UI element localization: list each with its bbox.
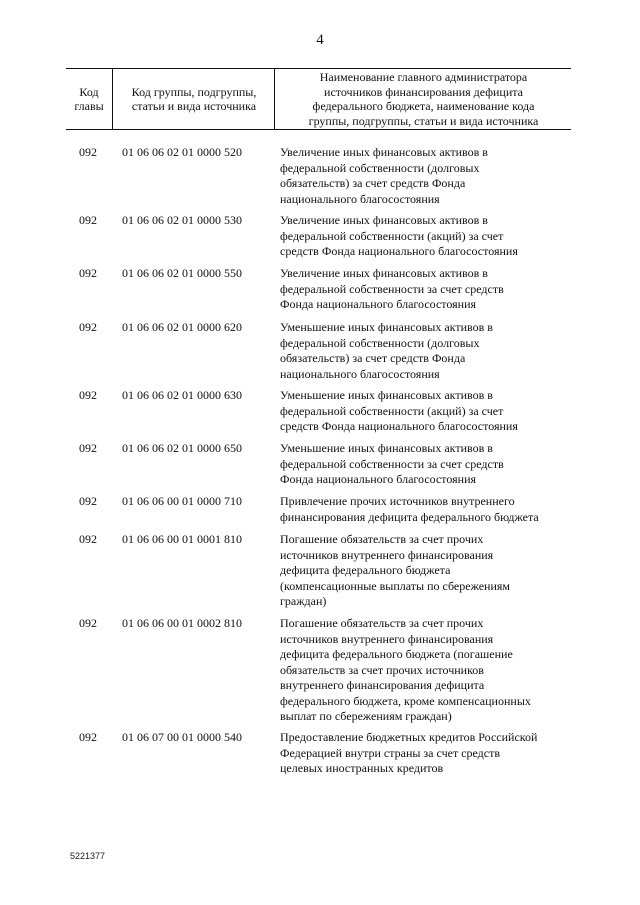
description-cell: Привлечение прочих источников внутреннего финансирования дефицита федерального бюджета (280, 494, 539, 524)
source-code-cell: 01 06 06 02 01 0000 520 (122, 145, 242, 159)
chapter-code-cell: 092 (79, 266, 97, 280)
table-header (66, 68, 571, 130)
document-id: 5221377 (70, 851, 106, 861)
page-number: 4 (316, 32, 324, 48)
source-code-cell: 01 06 06 02 01 0000 620 (122, 320, 242, 334)
chapter-code-cell: 092 (79, 532, 97, 546)
chapter-code-cell: 092 (79, 494, 97, 508)
header-group-code-line: статьи и вида источника (131, 99, 257, 113)
description-cell: Уменьшение иных финансовых активов в федеральной собственности (акций) за счет средств Фонда национального благосостояния (280, 388, 518, 433)
source-code-cell: 01 06 06 00 01 0002 810 (122, 616, 242, 630)
header-name-line: группы, подгруппы, статьи и вида источника (308, 113, 539, 128)
description-cell: Предоставление бюджетных кредитов Российской Федерацией внутри страны за счет средств целевых иностранных кредитов (280, 730, 538, 775)
source-code-cell: 01 06 06 00 01 0000 710 (122, 494, 242, 508)
header-group-code-line: Код группы, подгруппы, (131, 84, 257, 99)
chapter-code-cell: 092 (79, 320, 97, 334)
source-code-cell: 01 06 06 02 01 0000 630 (122, 388, 242, 402)
header-name-line: источников финансирования дефицита (324, 84, 523, 99)
header-name-line: федерального бюджета, наименование кода (312, 99, 535, 113)
header-chapter-code-line: Код (79, 84, 99, 99)
description-cell: Увеличение иных финансовых активов в федеральной собственности (акций) за счет средств Фонда национального благосостояния (280, 213, 518, 258)
description-cell: Уменьшение иных финансовых активов в федеральной собственности за счет средств Фонда национального благосостояния (280, 441, 504, 486)
description-cell: Погашение обязательств за счет прочих источников внутреннего финансирования дефицита федерального бюджета (погашение обязательств за счет прочих источников внутреннего финансирования дефицита федерального бюджета, кроме компенсационных выплат по сбережениям граждан) (280, 616, 531, 723)
source-code-cell: 01 06 06 00 01 0001 810 (122, 532, 242, 546)
chapter-code-cell: 092 (79, 730, 97, 744)
header-name-line: Наименование главного администратора (319, 70, 528, 84)
chapter-code-cell: 092 (79, 145, 97, 159)
source-code-cell: 01 06 06 02 01 0000 650 (122, 441, 242, 455)
source-code-cell: 01 06 06 02 01 0000 530 (122, 213, 242, 227)
source-code-cell: 01 06 07 00 01 0000 540 (122, 730, 242, 744)
description-cell: Увеличение иных финансовых активов в федеральной собственности за счет средств Фонда национального благосостояния (280, 266, 504, 311)
source-code-cell: 01 06 06 02 01 0000 550 (122, 266, 242, 280)
description-cell: Увеличение иных финансовых активов в федеральной собственности (долговых обязательств) за счет средств Фонда национального благосостояния (280, 145, 488, 206)
header-chapter-code (66, 69, 112, 129)
header-name (274, 69, 572, 129)
header-group-code (112, 69, 275, 129)
header-chapter-code-line: главы (74, 99, 104, 113)
chapter-code-cell: 092 (79, 441, 97, 455)
chapter-code-cell: 092 (79, 388, 97, 402)
chapter-code-cell: 092 (79, 616, 97, 630)
description-cell: Уменьшение иных финансовых активов в федеральной собственности (долговых обязательств) за счет средств Фонда национального благосостояния (280, 320, 493, 381)
description-cell: Погашение обязательств за счет прочих источников внутреннего финансирования дефицита федерального бюджета (компенсационные выплаты по сбережениям граждан) (280, 532, 510, 608)
chapter-code-cell: 092 (79, 213, 97, 227)
